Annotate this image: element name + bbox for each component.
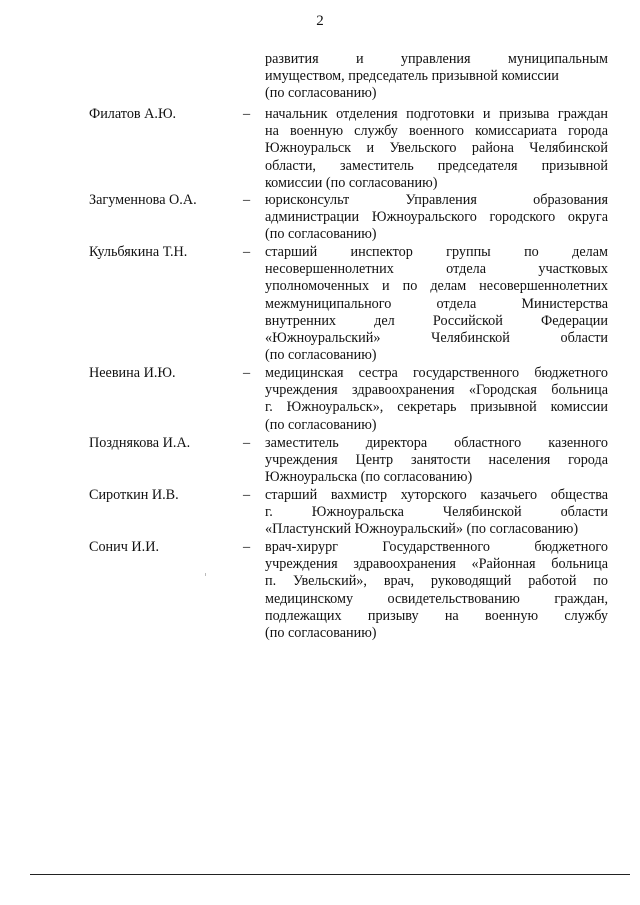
scan-artifact <box>205 573 206 576</box>
description-line: старший инспектор группы по делам <box>265 244 608 260</box>
description-line: (по согласованию) <box>265 347 377 364</box>
dash-separator: – <box>243 365 251 381</box>
dash-separator: – <box>243 106 251 122</box>
member-description <box>265 244 608 364</box>
description-line: (по согласованию) <box>265 85 377 102</box>
description-line: на военную службу военного комиссариата города <box>265 123 608 140</box>
description-line: учреждения здравоохранения «Районная больница <box>265 556 608 573</box>
description-line: внутренних дел Российской Федерации <box>265 312 608 329</box>
description-line: медицинская сестра государственного бюджетного <box>265 365 608 381</box>
description-line: начальник отделения подготовки и призыва граждан <box>265 106 608 122</box>
description-line: старший вахмистр хуторского казачьего общества <box>265 487 608 503</box>
member-name: Загуменнова О.А. <box>89 192 197 208</box>
continuation-description <box>265 51 608 103</box>
description-line: «Пластунский Южноуральский» (по согласованию) <box>265 521 579 538</box>
dash-separator: – <box>243 539 251 555</box>
description-line: медицинскому освидетельствованию граждан, <box>265 590 608 607</box>
member-name: Сироткин И.В. <box>89 487 179 503</box>
description-line: учреждения Центр занятости населения города <box>265 452 608 469</box>
dash-separator: – <box>243 192 251 208</box>
member-description <box>265 192 608 244</box>
footer-rule <box>30 874 630 875</box>
page-number: 2 <box>316 13 324 29</box>
member-name: Кульбякина Т.Н. <box>89 244 188 260</box>
description-line: Южноуральска (по согласованию) <box>265 469 473 486</box>
description-line: комиссии (по согласованию) <box>265 174 438 191</box>
description-line: области, заместитель председателя призывной <box>265 157 608 174</box>
description-line: г. Южноуральска Челябинской области <box>265 504 608 521</box>
description-line: учреждения здравоохранения «Городская больница <box>265 382 608 399</box>
member-description <box>265 487 608 539</box>
description-line: г. Южноуральск», секретарь призывной комиссии <box>265 399 608 416</box>
member-description <box>265 365 608 434</box>
member-name: Филатов А.Ю. <box>89 106 177 122</box>
description-line: юрисконсульт Управления образования <box>265 192 608 208</box>
description-line: «Южноуральский» Челябинской области <box>265 329 608 346</box>
member-description <box>265 435 608 487</box>
dash-separator: – <box>243 435 251 451</box>
description-line: заместитель директора областного казенного <box>265 435 608 451</box>
member-name: Сонич И.И. <box>89 539 160 555</box>
description-line: межмуниципального отдела Министерства <box>265 295 608 312</box>
dash-separator: – <box>243 487 251 503</box>
description-line: администрации Южноуральского городского округа <box>265 209 608 226</box>
description-line: имуществом, председатель призывной комиссии <box>265 68 559 85</box>
description-line: несовершеннолетних отдела участковых <box>265 261 608 278</box>
description-line: подлежащих призыву на военную службу <box>265 607 608 624</box>
description-line: врач-хирург Государственного бюджетного <box>265 539 608 555</box>
description-line: развития и управления муниципальным <box>265 51 608 67</box>
description-line: п. Увельский», врач, руководящий работой по <box>265 573 608 590</box>
description-line: уполномоченных и по делам несовершеннолетних <box>265 278 608 295</box>
description-line: (по согласованию) <box>265 226 377 243</box>
description-line: (по согласованию) <box>265 624 377 641</box>
member-description <box>265 539 608 642</box>
dash-separator: – <box>243 244 251 260</box>
member-name: Неевина И.Ю. <box>89 365 176 381</box>
member-description <box>265 106 608 192</box>
description-line: (по согласованию) <box>265 416 377 433</box>
member-name: Позднякова И.А. <box>89 435 191 451</box>
description-line: Южноуральск и Увельского района Челябинской <box>265 140 608 157</box>
